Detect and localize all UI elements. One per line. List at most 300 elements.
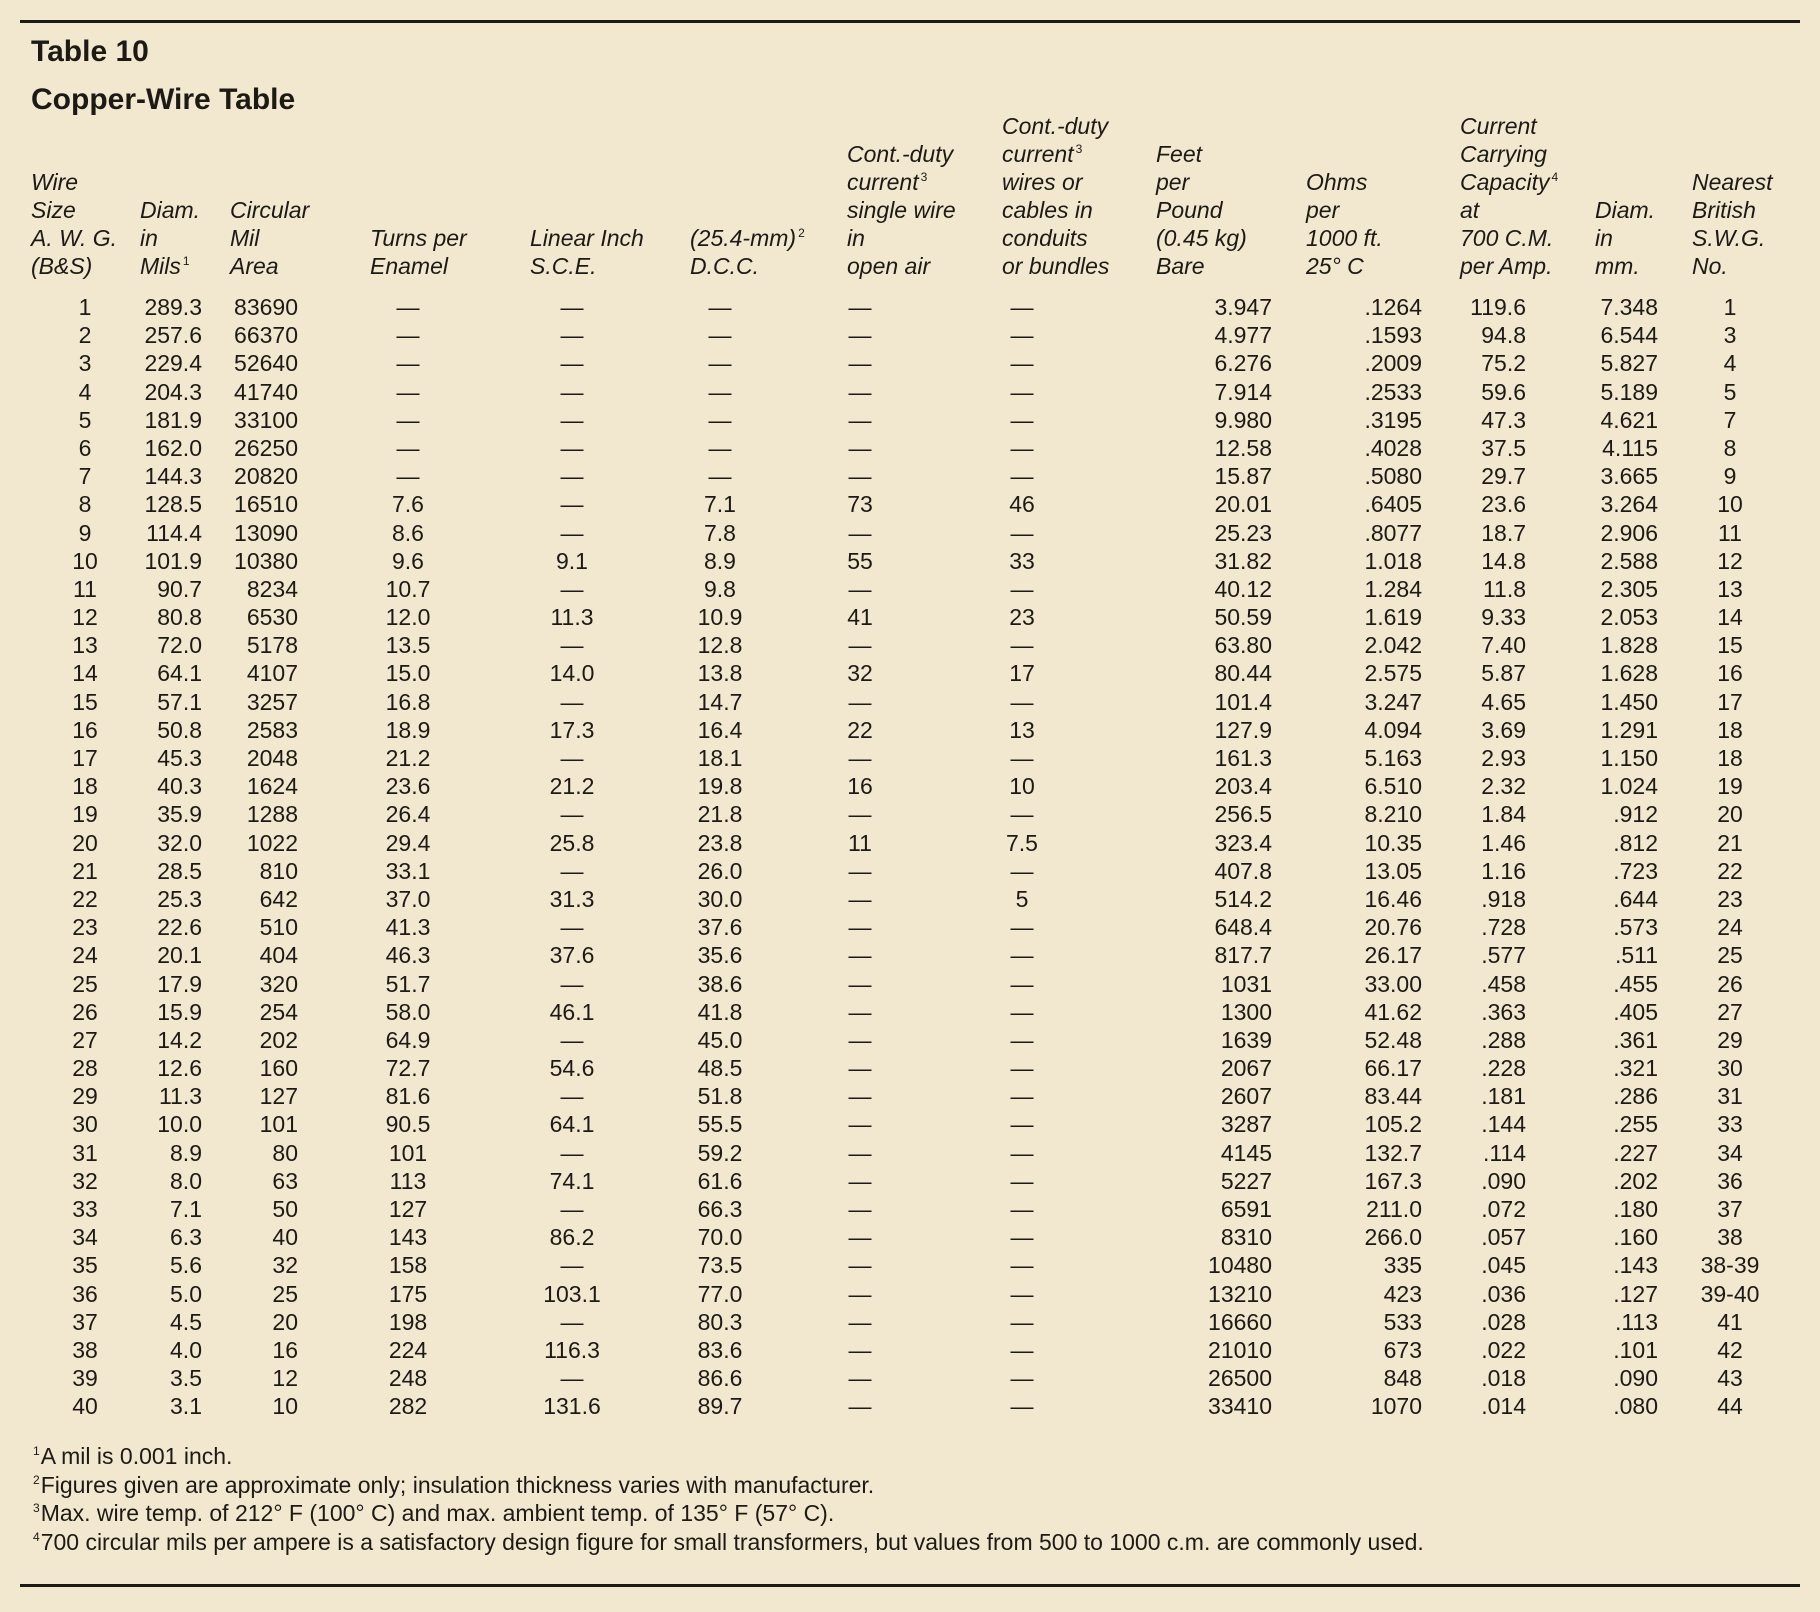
cell-diam_mm: 6.544: [1600, 322, 1658, 349]
cell-enamel: —: [396, 322, 420, 349]
cell-capacity: .014: [1481, 1393, 1526, 1420]
cell-open_air: 16: [847, 773, 873, 800]
cell-open_air: —: [848, 434, 872, 461]
cell-swg: 41: [1717, 1308, 1743, 1335]
cell-cmil: 160: [259, 1055, 298, 1082]
cell-diam_mils: 114.4: [146, 519, 202, 546]
cell-diam_mm: .080: [1613, 1393, 1658, 1420]
cell-cmil: 20820: [234, 463, 298, 490]
cell-ft_per_lb: 817.7: [1214, 942, 1272, 969]
cell-bundles: —: [1010, 1336, 1034, 1363]
cell-sce: —: [560, 575, 584, 602]
cell-dcc: 23.8: [697, 829, 743, 856]
cell-sce: —: [560, 632, 584, 659]
cell-awg: 37: [72, 1308, 98, 1335]
cell-capacity: 75.2: [1481, 350, 1526, 377]
cell-sce: 14.0: [549, 660, 595, 687]
footnote-mark: 1: [33, 1444, 40, 1459]
cell-dcc: 37.6: [697, 914, 743, 941]
cell-capacity: 59.6: [1481, 378, 1526, 405]
cell-bundles: —: [1010, 1196, 1034, 1222]
cell-ft_per_lb: 13210: [1208, 1280, 1272, 1307]
cell-enamel: 15.0: [385, 660, 431, 687]
cell-bundles: —: [1010, 1055, 1034, 1082]
cell-diam_mm: 2.906: [1600, 519, 1658, 546]
cell-diam_mils: 144.3: [144, 463, 202, 490]
cell-diam_mils: 5.0: [170, 1280, 202, 1307]
cell-diam_mils: 22.6: [157, 914, 202, 941]
cell-bundles: —: [1010, 294, 1034, 320]
cell-cmil: 6530: [246, 604, 298, 631]
cell-ohms: 13.05: [1364, 857, 1422, 884]
cell-capacity: .072: [1481, 1196, 1526, 1222]
footnote-text: 700 circular mils per ampere is a satisfactory design figure for small transformers, but values from 500 to 1000 c.m. are commonly used.: [40, 1528, 1424, 1555]
cell-diam_mm: 2.588: [1600, 547, 1658, 574]
cell-enamel: 37.0: [385, 885, 431, 912]
cell-bundles: —: [1010, 801, 1034, 828]
cell-dcc: —: [708, 378, 732, 405]
cell-ohms: 4.094: [1364, 716, 1422, 743]
cell-ohms: 83.44: [1364, 1083, 1422, 1110]
cell-sce: 46.1: [549, 998, 595, 1025]
cell-cmil: 52640: [234, 350, 298, 377]
cell-capacity: .728: [1481, 914, 1526, 941]
cell-open_air: —: [848, 1139, 872, 1166]
cell-sce: —: [560, 294, 584, 320]
cell-ft_per_lb: 7.914: [1214, 378, 1272, 405]
cell-dcc: 21.8: [697, 801, 743, 828]
cell-diam_mils: 101.9: [144, 547, 202, 574]
cell-awg: 20: [72, 829, 98, 856]
cell-capacity: .144: [1481, 1111, 1526, 1138]
cell-swg: 31: [1717, 1083, 1743, 1110]
header-line: No.: [1692, 253, 1728, 279]
cell-capacity: .918: [1481, 885, 1526, 912]
cell-open_air: 11: [848, 829, 872, 856]
cell-swg: 24: [1717, 914, 1743, 941]
cell-sce: —: [560, 801, 584, 828]
cell-dcc: 51.8: [697, 1083, 743, 1110]
cell-diam_mm: .113: [1614, 1308, 1658, 1335]
cell-dcc: —: [708, 406, 732, 433]
cell-enamel: 282: [388, 1393, 428, 1420]
cell-sce: —: [560, 1365, 584, 1392]
header-line: Mils $^1$: [140, 253, 190, 279]
table-row: [0, 913, 1820, 941]
cell-bundles: —: [1010, 1252, 1034, 1279]
cell-bundles: —: [1010, 745, 1034, 771]
cell-diam_mm: 5.189: [1600, 378, 1658, 405]
cell-open_air: 41: [847, 604, 873, 631]
cell-enamel: 143: [388, 1224, 428, 1251]
cell-sce: —: [560, 1026, 584, 1053]
cell-cmil: 25: [272, 1280, 298, 1307]
cell-ft_per_lb: 256.5: [1214, 801, 1272, 828]
cell-diam_mils: 57.1: [157, 688, 202, 715]
cell-ohms: 1070: [1370, 1393, 1422, 1420]
header-line: per Amp.: [1460, 253, 1553, 279]
table-row: [0, 547, 1820, 575]
cell-bundles: 23: [1009, 604, 1035, 631]
cell-sce: —: [560, 1196, 584, 1222]
cell-diam_mm: .255: [1613, 1111, 1658, 1138]
cell-capacity: 94.8: [1481, 322, 1526, 349]
cell-bundles: —: [1010, 406, 1034, 433]
cell-diam_mm: 1.628: [1600, 660, 1658, 687]
table-row: [0, 688, 1820, 716]
cell-sce: —: [560, 491, 584, 518]
cell-diam_mm: .361: [1613, 1026, 1658, 1053]
cell-bundles: —: [1010, 1026, 1034, 1053]
cell-diam_mils: 80.8: [157, 604, 202, 631]
header-line: (B&S): [31, 253, 93, 279]
cell-capacity: 47.3: [1481, 406, 1526, 433]
cell-awg: 16: [72, 716, 98, 743]
cell-ohms: .2533: [1364, 378, 1422, 405]
cell-enamel: 127: [388, 1196, 428, 1222]
cell-ft_per_lb: 6591: [1220, 1196, 1272, 1222]
header-line: D.C.C.: [690, 253, 759, 279]
cell-enamel: —: [396, 406, 420, 433]
cell-ft_per_lb: 1639: [1220, 1026, 1272, 1053]
header-line: cables in: [1002, 197, 1093, 223]
footnotes: [33, 1442, 1424, 1556]
table-title: Copper-Wire Table: [31, 83, 296, 116]
cell-dcc: —: [708, 463, 732, 490]
header-line: Area: [230, 253, 279, 279]
cell-ft_per_lb: 20.01: [1214, 491, 1272, 518]
cell-bundles: —: [1010, 1167, 1034, 1194]
cell-diam_mils: 5.6: [170, 1252, 202, 1279]
cell-open_air: —: [848, 1393, 872, 1420]
cell-bundles: —: [1010, 378, 1034, 405]
cell-cmil: 16510: [234, 491, 298, 518]
cell-bundles: —: [1010, 1365, 1034, 1392]
footnote: [33, 1499, 1424, 1528]
cell-sce: —: [560, 1139, 584, 1166]
table-row: [0, 1026, 1820, 1054]
header-line: British: [1692, 197, 1756, 223]
cell-diam_mm: .202: [1613, 1167, 1658, 1194]
cell-ohms: 3.247: [1364, 688, 1422, 715]
cell-diam_mm: .723: [1613, 857, 1658, 884]
cell-dcc: —: [708, 294, 732, 320]
header-ft_per_lb: [1156, 106, 1247, 280]
cell-open_air: —: [848, 1252, 872, 1279]
cell-bundles: —: [1010, 914, 1034, 941]
cell-capacity: .022: [1481, 1336, 1526, 1363]
cell-dcc: —: [708, 350, 732, 377]
cell-capacity: 11.8: [1482, 575, 1526, 602]
cell-diam_mils: 204.3: [144, 378, 202, 405]
cell-ft_per_lb: 12.58: [1214, 434, 1272, 461]
cell-dcc: 8.9: [704, 547, 736, 574]
cell-ft_per_lb: 1300: [1220, 998, 1272, 1025]
cell-awg: 24: [72, 942, 98, 969]
cell-enamel: 16.8: [385, 688, 431, 715]
cell-awg: 30: [72, 1111, 98, 1138]
cell-ohms: 533: [1383, 1308, 1422, 1335]
cell-dcc: 14.7: [697, 688, 743, 715]
cell-ohms: 211.0: [1366, 1196, 1422, 1222]
cell-diam_mils: 257.6: [144, 322, 202, 349]
cell-open_air: —: [848, 1224, 872, 1251]
cell-ft_per_lb: 16660: [1208, 1308, 1272, 1335]
cell-open_air: —: [848, 885, 872, 912]
header-line: Wire: [31, 169, 79, 195]
cell-diam_mils: 10.0: [157, 1111, 202, 1138]
cell-cmil: 404: [259, 942, 298, 969]
footnote-mark: 1: [182, 254, 190, 269]
cell-awg: 11: [73, 575, 97, 602]
header-line: wires or: [1002, 169, 1083, 195]
cell-diam_mm: .912: [1613, 801, 1658, 828]
cell-open_air: —: [848, 575, 872, 602]
cell-diam_mils: 25.3: [157, 885, 202, 912]
table-row: [0, 378, 1820, 406]
header-diam_mm: [1595, 106, 1655, 280]
cell-capacity: .228: [1481, 1055, 1526, 1082]
cell-capacity: .288: [1481, 1026, 1526, 1053]
cell-swg: 5: [1723, 378, 1737, 405]
cell-diam_mm: .101: [1613, 1336, 1658, 1363]
table-row: [0, 1139, 1820, 1167]
cell-dcc: 19.8: [697, 773, 743, 800]
cell-diam_mils: 45.3: [157, 745, 202, 771]
cell-ohms: 848: [1383, 1365, 1422, 1392]
cell-dcc: 41.8: [697, 998, 743, 1025]
cell-swg: 12: [1717, 547, 1743, 574]
cell-cmil: 8234: [246, 575, 298, 602]
cell-swg: 3: [1723, 322, 1737, 349]
cell-bundles: —: [1010, 688, 1034, 715]
cell-dcc: 48.5: [697, 1055, 743, 1082]
cell-ft_per_lb: 10480: [1208, 1252, 1272, 1279]
cell-ohms: .6405: [1364, 491, 1422, 518]
cell-awg: 18: [72, 773, 98, 800]
cell-awg: 36: [72, 1280, 98, 1307]
table-row: [0, 716, 1820, 744]
table-row: [0, 800, 1820, 828]
cell-capacity: 7.40: [1481, 632, 1526, 659]
table-number: Table 10: [31, 35, 149, 68]
cell-sce: —: [560, 463, 584, 490]
header-line: open air: [847, 253, 931, 279]
header-line: conduits: [1002, 225, 1088, 251]
cell-swg: 17: [1717, 688, 1743, 715]
table-row: [0, 1054, 1820, 1082]
cell-awg: 27: [72, 1026, 98, 1053]
cell-diam_mm: 3.264: [1600, 491, 1658, 518]
header-cmil: [230, 106, 309, 280]
cell-sce: 74.1: [549, 1167, 595, 1194]
cell-cmil: 80: [272, 1139, 298, 1166]
cell-ohms: 16.46: [1364, 885, 1422, 912]
cell-diam_mm: 2.305: [1600, 575, 1658, 602]
cell-bundles: —: [1010, 519, 1034, 546]
cell-capacity: .181: [1481, 1083, 1526, 1110]
header-line: A. W. G.: [31, 225, 118, 251]
cell-diam_mils: 64.1: [157, 660, 202, 687]
header-line: mm.: [1595, 253, 1640, 279]
cell-cmil: 41740: [234, 378, 298, 405]
cell-awg: 38: [72, 1336, 98, 1363]
cell-cmil: 10: [272, 1393, 298, 1420]
cell-awg: 4: [78, 378, 92, 405]
cell-bundles: 17: [1009, 660, 1035, 687]
cell-bundles: —: [1010, 942, 1034, 969]
header-line: Diam.: [1595, 197, 1656, 223]
cell-capacity: 2.32: [1481, 773, 1526, 800]
cell-swg: 13: [1717, 575, 1743, 602]
footnote-mark: 2: [33, 1472, 40, 1487]
table-row: [0, 1392, 1820, 1420]
cell-ft_per_lb: 25.23: [1214, 519, 1272, 546]
cell-bundles: —: [1010, 322, 1034, 349]
cell-swg: 14: [1717, 604, 1743, 631]
cell-capacity: .036: [1481, 1280, 1526, 1307]
cell-awg: 35: [72, 1252, 98, 1279]
header-line: Size: [31, 197, 76, 223]
footnote-text: Figures given are approximate only; insulation thickness varies with manufacturer.: [40, 1471, 875, 1498]
cell-capacity: 37.5: [1481, 434, 1526, 461]
cell-enamel: 9.6: [392, 547, 424, 574]
cell-ohms: .8077: [1364, 519, 1422, 546]
table-row: [0, 462, 1820, 490]
cell-cmil: 5178: [246, 632, 298, 659]
cell-awg: 17: [72, 745, 98, 771]
cell-cmil: 1288: [246, 801, 298, 828]
cell-awg: 14: [72, 660, 98, 687]
cell-awg: 2: [78, 322, 92, 349]
cell-swg: 43: [1717, 1365, 1743, 1392]
cell-ft_per_lb: 203.4: [1214, 773, 1272, 800]
cell-ft_per_lb: 323.4: [1214, 829, 1272, 856]
cell-open_air: —: [848, 1365, 872, 1392]
cell-enamel: 113: [389, 1167, 427, 1194]
cell-ohms: 6.510: [1364, 773, 1422, 800]
cell-ft_per_lb: 40.12: [1214, 575, 1272, 602]
cell-ohms: 105.2: [1364, 1111, 1422, 1138]
table-row: [0, 1308, 1820, 1336]
cell-ohms: 26.17: [1364, 942, 1422, 969]
cell-diam_mm: 1.150: [1600, 745, 1658, 771]
cell-open_air: —: [848, 406, 872, 433]
cell-diam_mils: 32.0: [157, 829, 202, 856]
cell-sce: 103.1: [543, 1280, 601, 1307]
table-row: [0, 885, 1820, 913]
cell-enamel: 58.0: [385, 998, 431, 1025]
cell-swg: 9: [1723, 463, 1737, 490]
table-row: [0, 744, 1820, 772]
cell-ft_per_lb: 407.8: [1214, 857, 1272, 884]
header-line: single wire: [847, 197, 956, 223]
cell-diam_mils: 181.9: [144, 406, 202, 433]
cell-swg: 36: [1717, 1167, 1743, 1194]
cell-ohms: .4028: [1364, 434, 1422, 461]
cell-capacity: .090: [1481, 1167, 1526, 1194]
header-line: Capacity $^4$: [1460, 169, 1559, 195]
cell-capacity: 5.87: [1481, 660, 1526, 687]
cell-swg: 16: [1717, 660, 1743, 687]
cell-dcc: 66.3: [697, 1196, 743, 1222]
cell-awg: 28: [72, 1055, 98, 1082]
cell-ft_per_lb: 31.82: [1214, 547, 1272, 574]
cell-capacity: 1.16: [1481, 857, 1526, 884]
cell-enamel: —: [396, 463, 420, 490]
header-swg: [1692, 106, 1773, 280]
cell-cmil: 13090: [234, 519, 298, 546]
header-line: S.C.E.: [530, 253, 597, 279]
cell-ohms: .1264: [1364, 294, 1422, 320]
cell-bundles: 10: [1009, 773, 1035, 800]
cell-open_air: —: [848, 519, 872, 546]
cell-ft_per_lb: 80.44: [1214, 660, 1272, 687]
cell-awg: 21: [72, 857, 98, 884]
header-line: (0.45 kg): [1156, 225, 1247, 251]
table-row: [0, 519, 1820, 547]
cell-sce: 21.2: [549, 773, 595, 800]
cell-enamel: 248: [388, 1365, 428, 1392]
cell-enamel: 12.0: [385, 604, 431, 631]
cell-diam_mils: 4.5: [170, 1308, 202, 1335]
cell-awg: 23: [72, 914, 98, 941]
cell-ft_per_lb: 5227: [1220, 1167, 1272, 1194]
cell-ft_per_lb: 15.87: [1214, 463, 1272, 490]
cell-diam_mm: .812: [1613, 829, 1658, 856]
header-sce: [530, 106, 644, 280]
cell-open_air: —: [848, 1336, 872, 1363]
cell-capacity: .577: [1481, 942, 1526, 969]
cell-open_air: —: [848, 350, 872, 377]
table-row: [0, 1223, 1820, 1251]
table-row: [0, 857, 1820, 885]
cell-diam_mils: 11.3: [158, 1083, 202, 1110]
cell-open_air: —: [848, 1196, 872, 1222]
cell-dcc: —: [708, 434, 732, 461]
header-line: Cont.-duty: [847, 141, 954, 167]
cell-diam_mils: 40.3: [157, 773, 202, 800]
cell-ohms: .2009: [1364, 350, 1422, 377]
cell-bundles: 33: [1009, 547, 1035, 574]
footnote-mark: 3: [1075, 142, 1083, 157]
cell-swg: 8: [1723, 434, 1737, 461]
cell-cmil: 642: [259, 885, 298, 912]
header-line: Cont.-duty: [1002, 113, 1109, 139]
cell-awg: 6: [78, 434, 92, 461]
cell-cmil: 16: [272, 1336, 298, 1363]
cell-enamel: —: [396, 434, 420, 461]
header-line: at: [1460, 197, 1480, 223]
cell-bundles: —: [1010, 350, 1034, 377]
header-line: Enamel: [370, 253, 448, 279]
cell-swg: 25: [1717, 942, 1743, 969]
footnote-mark: 3: [920, 170, 928, 185]
cell-awg: 29: [72, 1083, 98, 1110]
cell-sce: —: [560, 434, 584, 461]
cell-diam_mm: 2.053: [1600, 604, 1658, 631]
cell-enamel: 23.6: [385, 773, 431, 800]
header-line: in: [140, 225, 158, 251]
cell-enamel: 64.9: [385, 1026, 431, 1053]
cell-swg: 38-39: [1700, 1252, 1760, 1279]
cell-diam_mils: 35.9: [157, 801, 202, 828]
cell-capacity: 2.93: [1481, 745, 1526, 771]
cell-swg: 34: [1717, 1139, 1743, 1166]
table-row: [0, 970, 1820, 998]
table-row: [0, 321, 1820, 349]
cell-swg: 22: [1717, 857, 1743, 884]
